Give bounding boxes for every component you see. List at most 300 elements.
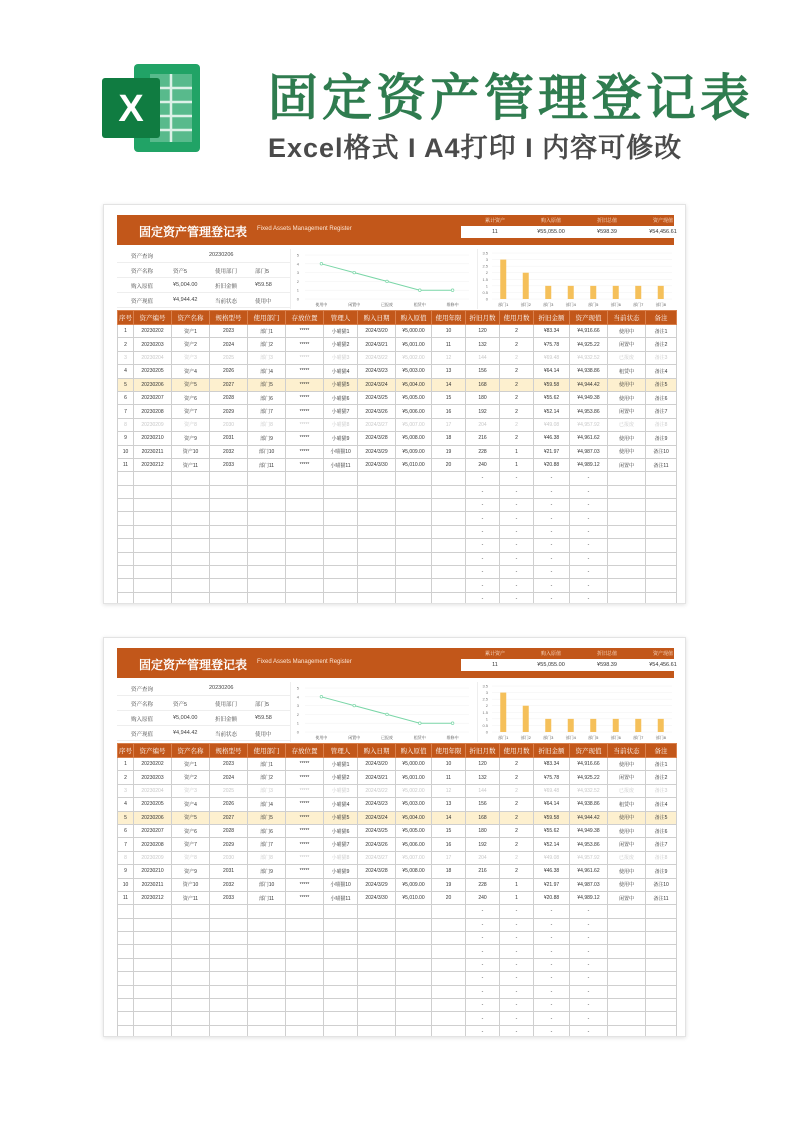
query-value[interactable]: 部门5: [255, 269, 270, 275]
table-cell[interactable]: [248, 1012, 286, 1025]
table-row[interactable]: [118, 458, 677, 471]
table-cell[interactable]: 20230207: [134, 391, 172, 404]
table-cell[interactable]: 1: [118, 758, 134, 771]
table-cell[interactable]: 20230202: [134, 325, 172, 338]
table-cell[interactable]: 资产3: [172, 351, 210, 364]
table-cell[interactable]: [134, 1012, 172, 1025]
table-cell[interactable]: 13: [432, 798, 466, 811]
table-cell[interactable]: [324, 945, 358, 958]
table-cell[interactable]: [396, 1012, 432, 1025]
table-cell[interactable]: 168: [466, 378, 500, 391]
table-cell[interactable]: [608, 485, 646, 498]
table-cell[interactable]: -: [466, 499, 500, 512]
table-cell[interactable]: [118, 579, 134, 592]
table-cell[interactable]: *****: [286, 784, 324, 797]
table-cell[interactable]: [210, 539, 248, 552]
table-cell[interactable]: [396, 905, 432, 918]
table-cell[interactable]: [286, 918, 324, 931]
table-cell[interactable]: 2024/3/20: [358, 758, 396, 771]
table-cell[interactable]: 204: [466, 851, 500, 864]
table-cell[interactable]: [358, 1025, 396, 1037]
table-cell[interactable]: 216: [466, 865, 500, 878]
table-cell[interactable]: -: [570, 999, 608, 1012]
table-cell[interactable]: -: [466, 552, 500, 565]
table-cell[interactable]: 使用中: [608, 432, 646, 445]
table-cell[interactable]: [172, 579, 210, 592]
table-cell[interactable]: [286, 945, 324, 958]
table-cell[interactable]: [608, 932, 646, 945]
table-cell[interactable]: 20230204: [134, 351, 172, 364]
table-cell[interactable]: -: [500, 592, 534, 604]
table-cell[interactable]: 20230205: [134, 798, 172, 811]
table-cell[interactable]: -: [466, 1025, 500, 1037]
table-cell[interactable]: -: [500, 539, 534, 552]
table-cell[interactable]: 2: [500, 338, 534, 351]
table-cell[interactable]: 部门2: [248, 771, 286, 784]
table-cell[interactable]: 备注7: [646, 838, 677, 851]
table-cell[interactable]: 2: [500, 771, 534, 784]
table-cell[interactable]: 使用中: [608, 378, 646, 391]
table-cell[interactable]: -: [570, 1012, 608, 1025]
table-cell[interactable]: 156: [466, 798, 500, 811]
table-cell[interactable]: [432, 918, 466, 931]
table-cell[interactable]: 240: [466, 458, 500, 471]
table-cell[interactable]: 资产10: [172, 878, 210, 891]
table-cell[interactable]: [324, 958, 358, 971]
empty-row[interactable]: [118, 958, 677, 971]
table-cell[interactable]: [432, 472, 466, 485]
table-cell[interactable]: 小喵猫2: [324, 771, 358, 784]
table-cell[interactable]: ¥21.97: [534, 445, 570, 458]
table-row[interactable]: [118, 865, 677, 878]
table-cell[interactable]: 2024/3/22: [358, 351, 396, 364]
table-cell[interactable]: [358, 999, 396, 1012]
table-cell[interactable]: [358, 512, 396, 525]
table-cell[interactable]: 备注10: [646, 445, 677, 458]
table-cell[interactable]: 备注3: [646, 784, 677, 797]
table-cell[interactable]: [210, 472, 248, 485]
empty-row[interactable]: [118, 972, 677, 985]
table-cell[interactable]: [396, 1025, 432, 1037]
table-cell[interactable]: -: [466, 905, 500, 918]
table-cell[interactable]: 部门5: [248, 811, 286, 824]
table-cell[interactable]: 部门11: [248, 891, 286, 904]
query-value[interactable]: ¥5,004.00: [173, 282, 198, 288]
table-cell[interactable]: 20230209: [134, 851, 172, 864]
table-cell[interactable]: [172, 932, 210, 945]
table-cell[interactable]: 228: [466, 878, 500, 891]
table-cell[interactable]: [396, 932, 432, 945]
table-cell[interactable]: 2024/3/23: [358, 365, 396, 378]
table-cell[interactable]: 小喵猫6: [324, 391, 358, 404]
table-cell[interactable]: 备注8: [646, 418, 677, 431]
table-cell[interactable]: [358, 472, 396, 485]
table-cell[interactable]: -: [534, 1012, 570, 1025]
table-cell[interactable]: -: [534, 972, 570, 985]
table-cell[interactable]: -: [534, 945, 570, 958]
table-cell[interactable]: [358, 499, 396, 512]
table-cell[interactable]: [286, 539, 324, 552]
table-cell[interactable]: -: [534, 905, 570, 918]
table-cell[interactable]: -: [500, 512, 534, 525]
table-cell[interactable]: 部门10: [248, 878, 286, 891]
table-cell[interactable]: [134, 905, 172, 918]
table-cell[interactable]: ¥52.14: [534, 405, 570, 418]
table-cell[interactable]: [646, 999, 677, 1012]
table-cell[interactable]: ¥20.88: [534, 891, 570, 904]
table-cell[interactable]: 168: [466, 811, 500, 824]
table-cell[interactable]: *****: [286, 838, 324, 851]
table-cell[interactable]: 2028: [210, 824, 248, 837]
table-cell[interactable]: 20230208: [134, 838, 172, 851]
table-cell[interactable]: ¥5,003.00: [396, 798, 432, 811]
table-cell[interactable]: [172, 566, 210, 579]
table-cell[interactable]: 11: [118, 458, 134, 471]
table-cell[interactable]: [172, 485, 210, 498]
table-cell[interactable]: 2024/3/25: [358, 391, 396, 404]
table-cell[interactable]: -: [500, 525, 534, 538]
table-cell[interactable]: 17: [432, 418, 466, 431]
table-cell[interactable]: 180: [466, 824, 500, 837]
table-cell[interactable]: [358, 932, 396, 945]
table-cell[interactable]: [396, 918, 432, 931]
table-cell[interactable]: -: [570, 566, 608, 579]
table-cell[interactable]: [118, 525, 134, 538]
table-cell[interactable]: [324, 566, 358, 579]
table-cell[interactable]: ¥46.38: [534, 865, 570, 878]
table-cell[interactable]: ¥5,000.00: [396, 325, 432, 338]
table-cell[interactable]: -: [466, 472, 500, 485]
table-cell[interactable]: ¥64.14: [534, 798, 570, 811]
table-row[interactable]: [118, 405, 677, 418]
table-cell[interactable]: [286, 472, 324, 485]
table-cell[interactable]: 2: [500, 865, 534, 878]
table-cell[interactable]: -: [500, 499, 534, 512]
table-cell[interactable]: 2027: [210, 378, 248, 391]
table-cell[interactable]: 备注10: [646, 878, 677, 891]
table-cell[interactable]: 20230210: [134, 865, 172, 878]
table-cell[interactable]: [286, 905, 324, 918]
table-cell[interactable]: [172, 525, 210, 538]
table-cell[interactable]: ¥5,003.00: [396, 365, 432, 378]
table-cell[interactable]: 20230204: [134, 784, 172, 797]
table-row[interactable]: [118, 338, 677, 351]
query-value[interactable]: 部门5: [255, 702, 270, 708]
table-cell[interactable]: [432, 566, 466, 579]
table-cell[interactable]: [286, 579, 324, 592]
table-cell[interactable]: 使用中: [608, 878, 646, 891]
table-cell[interactable]: 2031: [210, 865, 248, 878]
table-cell[interactable]: [324, 972, 358, 985]
table-cell[interactable]: [248, 958, 286, 971]
table-cell[interactable]: [396, 539, 432, 552]
table-cell[interactable]: 小喵猫11: [324, 891, 358, 904]
table-cell[interactable]: 10: [432, 325, 466, 338]
table-cell[interactable]: -: [570, 1025, 608, 1037]
table-cell[interactable]: 7: [118, 405, 134, 418]
table-cell[interactable]: 2024/3/27: [358, 851, 396, 864]
table-cell[interactable]: 备注4: [646, 365, 677, 378]
table-cell[interactable]: *****: [286, 758, 324, 771]
table-cell[interactable]: ¥4,938.86: [570, 798, 608, 811]
table-cell[interactable]: [432, 552, 466, 565]
table-cell[interactable]: [134, 499, 172, 512]
table-cell[interactable]: [118, 945, 134, 958]
table-cell[interactable]: *****: [286, 771, 324, 784]
empty-row[interactable]: [118, 1012, 677, 1025]
empty-row[interactable]: [118, 472, 677, 485]
table-cell[interactable]: ¥5,000.00: [396, 758, 432, 771]
table-row[interactable]: [118, 351, 677, 364]
table-cell[interactable]: [646, 958, 677, 971]
table-cell[interactable]: 资产4: [172, 365, 210, 378]
table-cell[interactable]: [210, 905, 248, 918]
table-cell[interactable]: 1: [500, 891, 534, 904]
table-cell[interactable]: -: [466, 932, 500, 945]
table-cell[interactable]: 13: [432, 365, 466, 378]
table-cell[interactable]: 已报废: [608, 784, 646, 797]
table-cell[interactable]: [248, 905, 286, 918]
table-cell[interactable]: 使用中: [608, 445, 646, 458]
table-cell[interactable]: [248, 592, 286, 604]
table-cell[interactable]: 备注9: [646, 432, 677, 445]
table-cell[interactable]: 小喵猫7: [324, 405, 358, 418]
table-cell[interactable]: 闲置中: [608, 338, 646, 351]
table-cell[interactable]: 4: [118, 798, 134, 811]
table-cell[interactable]: [134, 485, 172, 498]
table-cell[interactable]: [432, 485, 466, 498]
table-cell[interactable]: ¥5,002.00: [396, 351, 432, 364]
table-cell[interactable]: [646, 472, 677, 485]
table-cell[interactable]: -: [466, 958, 500, 971]
table-cell[interactable]: 租赁中: [608, 798, 646, 811]
table-cell[interactable]: 20230209: [134, 418, 172, 431]
table-cell[interactable]: 2024/3/21: [358, 771, 396, 784]
table-cell[interactable]: [172, 945, 210, 958]
table-cell[interactable]: 120: [466, 758, 500, 771]
table-cell[interactable]: [432, 539, 466, 552]
table-cell[interactable]: 闲置中: [608, 891, 646, 904]
table-cell[interactable]: ¥5,004.00: [396, 378, 432, 391]
table-cell[interactable]: [646, 972, 677, 985]
table-cell[interactable]: 小喵猫9: [324, 432, 358, 445]
table-cell[interactable]: *****: [286, 365, 324, 378]
table-cell[interactable]: 2: [500, 758, 534, 771]
table-row[interactable]: [118, 758, 677, 771]
table-cell[interactable]: 2029: [210, 405, 248, 418]
table-cell[interactable]: [608, 918, 646, 931]
table-cell[interactable]: [324, 905, 358, 918]
table-cell[interactable]: 11: [432, 771, 466, 784]
table-cell[interactable]: 备注1: [646, 325, 677, 338]
table-cell[interactable]: 144: [466, 784, 500, 797]
query-value[interactable]: 使用中: [255, 732, 272, 738]
table-cell[interactable]: 20: [432, 458, 466, 471]
table-cell[interactable]: [608, 552, 646, 565]
table-cell[interactable]: 156: [466, 365, 500, 378]
table-cell[interactable]: 2029: [210, 838, 248, 851]
table-cell[interactable]: [286, 958, 324, 971]
table-cell[interactable]: [210, 566, 248, 579]
table-cell[interactable]: ¥4,961.62: [570, 865, 608, 878]
table-cell[interactable]: 2: [500, 838, 534, 851]
table-cell[interactable]: 11: [432, 338, 466, 351]
table-cell[interactable]: [324, 552, 358, 565]
table-cell[interactable]: 资产10: [172, 445, 210, 458]
table-cell[interactable]: 216: [466, 432, 500, 445]
table-cell[interactable]: 20230202: [134, 758, 172, 771]
table-cell[interactable]: 资产4: [172, 798, 210, 811]
table-cell[interactable]: 部门9: [248, 432, 286, 445]
table-cell[interactable]: [286, 485, 324, 498]
table-cell[interactable]: 19: [432, 445, 466, 458]
table-cell[interactable]: 132: [466, 771, 500, 784]
table-cell[interactable]: [608, 472, 646, 485]
query-value[interactable]: 资产5: [173, 269, 188, 275]
table-cell[interactable]: [608, 945, 646, 958]
table-cell[interactable]: [134, 592, 172, 604]
table-cell[interactable]: [118, 552, 134, 565]
table-cell[interactable]: 10: [118, 445, 134, 458]
table-cell[interactable]: [646, 499, 677, 512]
table-cell[interactable]: [248, 999, 286, 1012]
table-cell[interactable]: [248, 932, 286, 945]
table-cell[interactable]: [210, 525, 248, 538]
table-cell[interactable]: [134, 985, 172, 998]
table-cell[interactable]: 小喵猫1: [324, 325, 358, 338]
table-cell[interactable]: [210, 999, 248, 1012]
table-cell[interactable]: ¥4,957.92: [570, 851, 608, 864]
table-cell[interactable]: 小喵猫3: [324, 784, 358, 797]
table-cell[interactable]: -: [534, 999, 570, 1012]
table-cell[interactable]: [248, 972, 286, 985]
table-cell[interactable]: [118, 566, 134, 579]
table-cell[interactable]: [324, 592, 358, 604]
table-cell[interactable]: 2: [500, 391, 534, 404]
table-cell[interactable]: 20230207: [134, 824, 172, 837]
table-cell[interactable]: [358, 552, 396, 565]
query-value[interactable]: ¥59.58: [255, 715, 272, 721]
table-cell[interactable]: 10: [432, 758, 466, 771]
table-cell[interactable]: *****: [286, 878, 324, 891]
table-cell[interactable]: 2030: [210, 418, 248, 431]
table-cell[interactable]: [134, 958, 172, 971]
table-cell[interactable]: ¥5,008.00: [396, 432, 432, 445]
table-cell[interactable]: [248, 552, 286, 565]
table-cell[interactable]: [646, 905, 677, 918]
table-cell[interactable]: ¥4,925.22: [570, 338, 608, 351]
table-cell[interactable]: ¥4,989.12: [570, 891, 608, 904]
table-cell[interactable]: 1: [500, 878, 534, 891]
table-cell[interactable]: 部门6: [248, 391, 286, 404]
table-cell[interactable]: -: [570, 985, 608, 998]
table-cell[interactable]: [134, 918, 172, 931]
table-cell[interactable]: 资产6: [172, 391, 210, 404]
table-cell[interactable]: -: [570, 905, 608, 918]
table-cell[interactable]: [324, 512, 358, 525]
table-cell[interactable]: ¥4,987.03: [570, 445, 608, 458]
empty-row[interactable]: [118, 525, 677, 538]
query-value[interactable]: ¥5,004.00: [173, 715, 198, 721]
table-row[interactable]: [118, 891, 677, 904]
table-cell[interactable]: 2024/3/29: [358, 878, 396, 891]
table-cell[interactable]: [286, 499, 324, 512]
empty-row[interactable]: [118, 905, 677, 918]
table-cell[interactable]: *****: [286, 391, 324, 404]
table-cell[interactable]: 部门2: [248, 338, 286, 351]
table-cell[interactable]: [134, 1025, 172, 1037]
table-cell[interactable]: [134, 945, 172, 958]
table-cell[interactable]: [608, 905, 646, 918]
table-cell[interactable]: *****: [286, 851, 324, 864]
empty-row[interactable]: [118, 512, 677, 525]
table-cell[interactable]: [358, 945, 396, 958]
table-cell[interactable]: ¥55.62: [534, 824, 570, 837]
table-cell[interactable]: -: [500, 958, 534, 971]
table-cell[interactable]: [248, 472, 286, 485]
table-cell[interactable]: 2031: [210, 432, 248, 445]
table-cell[interactable]: *****: [286, 798, 324, 811]
table-cell[interactable]: *****: [286, 405, 324, 418]
table-row[interactable]: [118, 851, 677, 864]
table-cell[interactable]: -: [570, 485, 608, 498]
table-cell[interactable]: 20230206: [134, 811, 172, 824]
table-cell[interactable]: [432, 945, 466, 958]
table-cell[interactable]: [358, 958, 396, 971]
table-cell[interactable]: 使用中: [608, 391, 646, 404]
table-cell[interactable]: -: [500, 918, 534, 931]
table-cell[interactable]: 资产5: [172, 811, 210, 824]
table-cell[interactable]: -: [500, 472, 534, 485]
table-cell[interactable]: ¥5,008.00: [396, 865, 432, 878]
table-cell[interactable]: -: [500, 985, 534, 998]
table-cell[interactable]: 备注4: [646, 798, 677, 811]
table-cell[interactable]: 资产1: [172, 758, 210, 771]
table-cell[interactable]: 2024/3/21: [358, 338, 396, 351]
empty-row[interactable]: [118, 566, 677, 579]
table-cell[interactable]: 资产6: [172, 824, 210, 837]
table-cell[interactable]: ¥4,938.86: [570, 365, 608, 378]
table-cell[interactable]: [608, 539, 646, 552]
table-cell[interactable]: [118, 485, 134, 498]
table-cell[interactable]: -: [534, 539, 570, 552]
table-cell[interactable]: 已报废: [608, 351, 646, 364]
table-cell[interactable]: 1: [500, 458, 534, 471]
table-cell[interactable]: *****: [286, 458, 324, 471]
table-row[interactable]: [118, 838, 677, 851]
table-cell[interactable]: [324, 579, 358, 592]
empty-row[interactable]: [118, 1025, 677, 1037]
table-cell[interactable]: [172, 592, 210, 604]
table-cell[interactable]: 备注5: [646, 378, 677, 391]
table-cell[interactable]: -: [570, 539, 608, 552]
table-cell[interactable]: 2024: [210, 338, 248, 351]
table-cell[interactable]: -: [466, 539, 500, 552]
table-cell[interactable]: 闲置中: [608, 458, 646, 471]
table-cell[interactable]: ¥46.38: [534, 432, 570, 445]
table-cell[interactable]: -: [534, 566, 570, 579]
table-row[interactable]: [118, 365, 677, 378]
table-cell[interactable]: ¥83.34: [534, 325, 570, 338]
table-cell[interactable]: 2025: [210, 351, 248, 364]
table-cell[interactable]: [118, 1012, 134, 1025]
table-cell[interactable]: [210, 592, 248, 604]
table-cell[interactable]: ¥4,932.52: [570, 351, 608, 364]
table-cell[interactable]: -: [534, 579, 570, 592]
table-cell[interactable]: 8: [118, 851, 134, 864]
table-cell[interactable]: [358, 985, 396, 998]
table-cell[interactable]: 备注2: [646, 771, 677, 784]
